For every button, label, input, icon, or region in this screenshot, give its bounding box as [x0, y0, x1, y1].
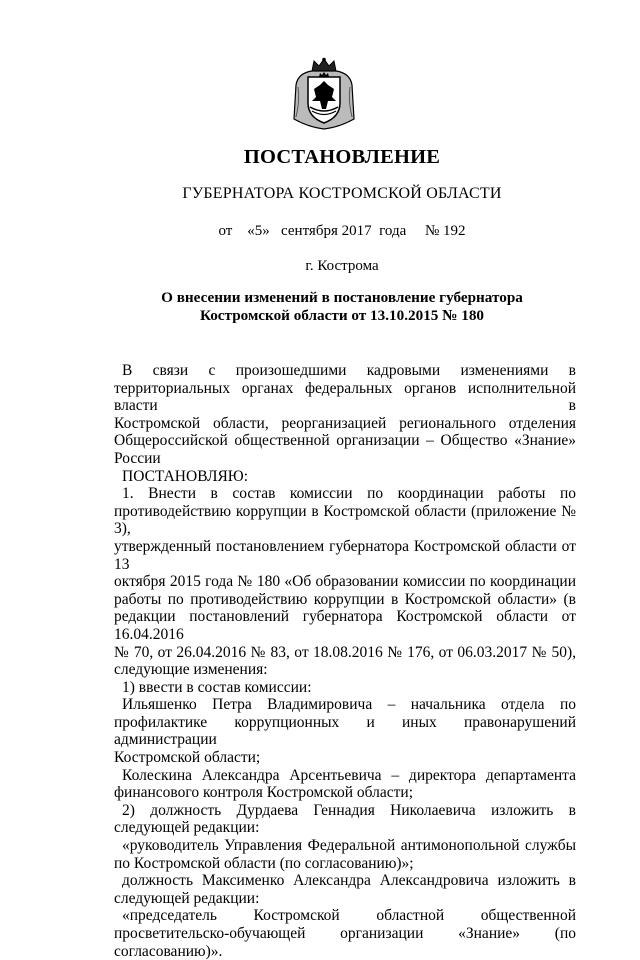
- document-title-line: О внесении изменений в постановление губернатора: [161, 289, 523, 306]
- body-line: 2) должность Дурдаева Геннадия Николаевича изложить в: [122, 801, 576, 819]
- body-line: следующие изменения:: [114, 661, 268, 679]
- body-line: 1) ввести в состав комиссии:: [122, 678, 312, 696]
- date-prefix: от: [218, 223, 233, 239]
- body-line: 1. Внести в состав комиссии по координации работы по: [122, 485, 576, 503]
- body-line: следующей редакции:: [114, 819, 260, 837]
- document-type-heading: ПОСТАНОВЛЕНИЕ: [243, 146, 441, 168]
- body-line: по Костромской области (по согласованию)»;: [114, 854, 414, 872]
- body-line: Костромской области, реорганизацией регионального отделения: [114, 414, 576, 432]
- body-line: Ильяшенко Петра Владимировича – начальника отдела по: [122, 696, 576, 714]
- document-title-line: Костромской области от 13.10.2015 № 180: [199, 307, 485, 324]
- date-month-year: сентября 2017 года: [281, 223, 407, 239]
- coat-of-arms-icon: [290, 57, 358, 131]
- body-line: просветительско-обучающей организации «Знание» (по согласованию)».: [114, 925, 576, 960]
- body-line: Общероссийской общественной организации – Общество «Знание» России: [114, 432, 576, 467]
- document-body: [114, 362, 576, 960]
- body-line: следующей редакции:: [114, 889, 260, 907]
- body-line: Колескина Александра Арсентьевича – директора департамента: [122, 766, 576, 784]
- body-line: «руководитель Управления Федеральной антимонопольной службы: [122, 837, 576, 855]
- body-line: финансового контроля Костромской области;: [114, 784, 414, 802]
- body-line: территориальных органах федеральных органов исполнительной власти в: [114, 379, 576, 415]
- coat-of-arms-drawing: [290, 57, 358, 131]
- body-line: профилактике коррупционных и иных правонарушений администрации: [114, 713, 576, 749]
- document-number: № 192: [425, 223, 466, 239]
- body-line: В связи с произошедшими кадровыми изменениями в: [122, 362, 576, 379]
- body-line: октября 2015 года № 180 «Об образовании комиссии по координации: [114, 573, 576, 591]
- body-line: утвержденный постановлением губернатора Костромской области от 13: [114, 537, 576, 573]
- body-line: № 70, от 26.04.2016 № 83, от 18.08.2016 № 176, от 06.03.2017 № 50),: [114, 643, 576, 661]
- body-line: «председатель Костромской областной общественной: [122, 907, 576, 925]
- date-line: [108, 223, 576, 240]
- body-line: должность Максименко Александра Александровича изложить в: [122, 872, 576, 890]
- date-day: «5»: [247, 223, 270, 239]
- body-line: ПОСТАНОВЛЯЮ:: [122, 467, 249, 485]
- issuer-heading: ГУБЕРНАТОРА КОСТРОМСКОЙ ОБЛАСТИ: [182, 185, 502, 202]
- city-line: г. Кострома: [305, 258, 379, 274]
- body-line: Костромской области;: [114, 749, 261, 767]
- body-line: противодействию коррупции в Костромской области (приложение № 3),: [114, 502, 576, 538]
- body-line: редакции постановлений губернатора Костромской области от 16.04.2016: [114, 608, 576, 643]
- body-line: работы по противодействию коррупции в Костромской области» (в: [114, 590, 576, 608]
- document-title: [108, 289, 576, 325]
